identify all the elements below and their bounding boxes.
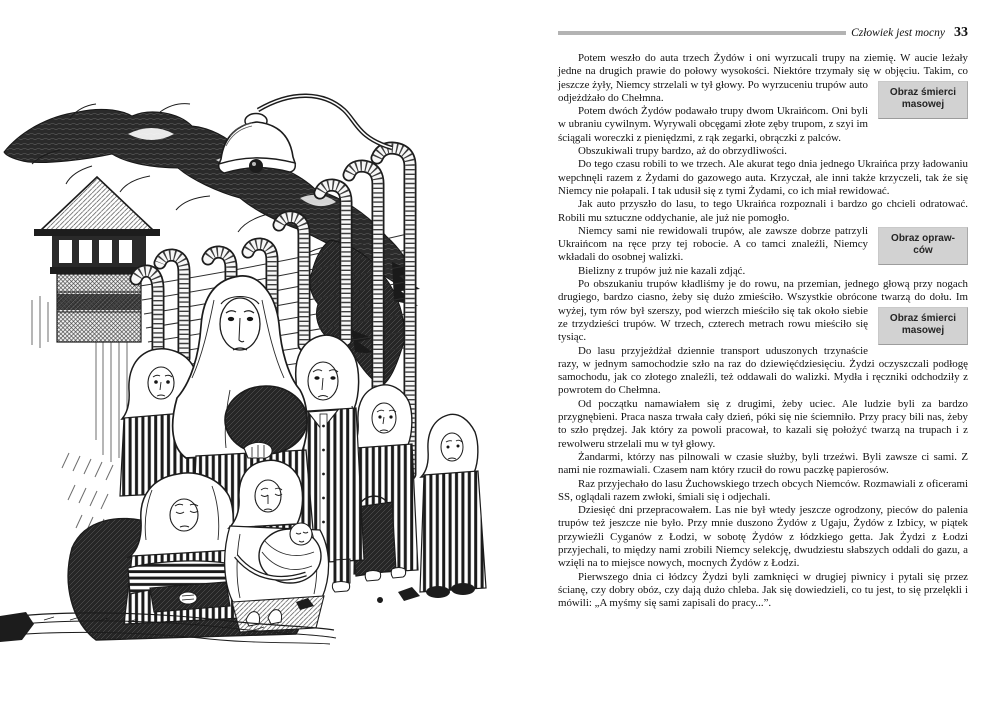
- margin-note: [878, 307, 968, 345]
- paragraph: Pierwszego dnia ci łódzcy Żydzi byli zamknięci w drugiej piwnicy i pytali się przez ścianę, czy dobry obóz, czy dają dużo chleba. Jak się dowiedzieli, co tu jest, to się przelękli i mówili: „A myśmy się sami zapisali do pracy...”.: [558, 570, 968, 610]
- paragraph-text: Po obszukaniu trupów kładliśmy je do rowu, na przemian, jednego głową przy nogach drugiego, bardzo ciasno, żeby się dużo zmieściło. Wszystkie obrócone twarzą: [558, 278, 968, 304]
- paragraph: Obszukiwali trupy bardzo, aż do obrzydliwości.: [578, 145, 787, 158]
- watchtower: [34, 177, 160, 342]
- paragraph: Żandarmi, którzy nas pilnowali w czasie służby, byli trzeźwi. Byli zawsze ci sami. Z nami nie rozmawiali. Czasem nam który rzucił do rowu paczkę papierosów.: [558, 450, 968, 477]
- paragraph: Do lasu przyjeżdżał dziennie transport uduszonych trzynaście razy, w jednym samochodzie szło na raz do dziewięćdziesięciu. Żydzi oczyszczali podłogę samochodu, jak co złotego znaleźli, też oddawali do walizki. Mydła i ręczniki odchodziły z powrotem do Chełmna.: [558, 344, 968, 397]
- margin-note-line: ców: [913, 245, 933, 257]
- page-text: [558, 52, 968, 610]
- paragraph: Do tego czasu robili to we trzech. Ale akurat tego dnia jednego Ukraińca przy ładowaniu wepchnęli razem z Żydami do gazowego auta. Krzyczał, ale inni także krzyczeli, tak że się Niemcy nie połapali. I tak udusił się z tymi Żydami, co ich miał rewidować.: [558, 158, 968, 197]
- margin-note: [878, 81, 968, 119]
- paragraph: Od początku namawiałem się z drugimi, żeby uciec. Ale ludzie byli za bardzo przygnębieni. Praca nasza trwała cały dzień, póki się nie ściemniło. Przy pracy bili nas, żeby to szło prędzej. Jak który za powoli pracował, to kazali się położyć twarzą na trupach i z rewolweru strzelali mu w tył głowy.: [558, 397, 968, 450]
- paragraph-text: Niemcy sami nie rewidowali trupów, ale zawsze dobrze patrzyli Ukraińcom na ręce przy tej robocie. A co tamci znaleźli, Niemcy wkładali do osobnej walizki.: [558, 224, 868, 264]
- paragraph: [558, 278, 968, 344]
- paragraph-text: Potem weszło do auta trzech Żydów i oni wyrzucali trupy na ziemię. W aucie leżały jedne na drugich prawie do połowy wysokości. Niektóre trzymały się w objęciu.: [558, 52, 968, 78]
- margin-note-line: Obraz śmierci: [889, 312, 957, 324]
- paragraph: Dziesięć dni przepracowałem. Las nie był wtedy jeszcze ogrodzony, pieców do palenia trupów też jeszcze nie było. Przy mnie duszono Żydów z Ugaju, Żydów z Izbicy, w piątek przywieźli Cyganów z Łodzi, w sobotę Żydów z łódzkiego getta. Jak Żydzi z Łodzi przyjechali, to między nami zrobili Niemcy selekcję, dwudziestu słabszych oddali do gazu, a wzięli na to miejsce nowych, mocnych Żydów z Łodzi.: [558, 504, 968, 570]
- paragraph: [558, 225, 968, 265]
- margin-note-line: Obraz śmierci: [889, 86, 957, 98]
- header-rule: [558, 31, 846, 35]
- page-header: [558, 25, 968, 41]
- margin-note-line: Obraz opraw-: [891, 232, 955, 244]
- figure-girl-far-right: [420, 414, 486, 598]
- paragraph: Raz przyjechało do lasu Żuchowskiego trzech obcych Niemców. Rozmawiali z oficerami SS, oglądali razem zwłoki, śmiali się i odjechali.: [558, 477, 968, 503]
- paragraph-text: do dołu. Im wyżej, tym rów był szerszy, pod wierzch mieściło się tak około siebie ze trzydzieści trupów. W trzech, czterech metrach rowu mieściło się tysiąc.: [558, 291, 968, 344]
- paragraph: Bielizny z trupów już nie kazali zdjąć.: [578, 264, 746, 277]
- margin-note-line: masowej: [901, 325, 945, 337]
- running-title: Człowiek jest mocny: [851, 27, 945, 39]
- page-number: 33: [954, 25, 968, 40]
- paragraph: Potem dwóch Żydów podawało trupy dwom Ukraińcom. Oni byli w ubraniu cywilnym. Wyrywali obcęgami złote zęby trupom, z szyi im ściągali woreczki z pieniędzmi, z rąk zegarki, obrączki z palców.: [558, 105, 868, 144]
- paragraph-text: Takim, co jeszcze żyły, Niemcy strzelali w tył głowy. Po wyrzuceniu trupów auto odjeżdżało do Chełmna.: [558, 65, 968, 104]
- paragraph: [558, 52, 968, 111]
- paragraph: Jak auto przyszło do lasu, to tego Ukraińca rozpoznali i bardzo go chcieli odratować. Robili mu sztuczne oddychanie, ale już nie pomogło.: [558, 198, 968, 224]
- margin-note-line: masowej: [901, 99, 945, 111]
- margin-note: [878, 227, 968, 265]
